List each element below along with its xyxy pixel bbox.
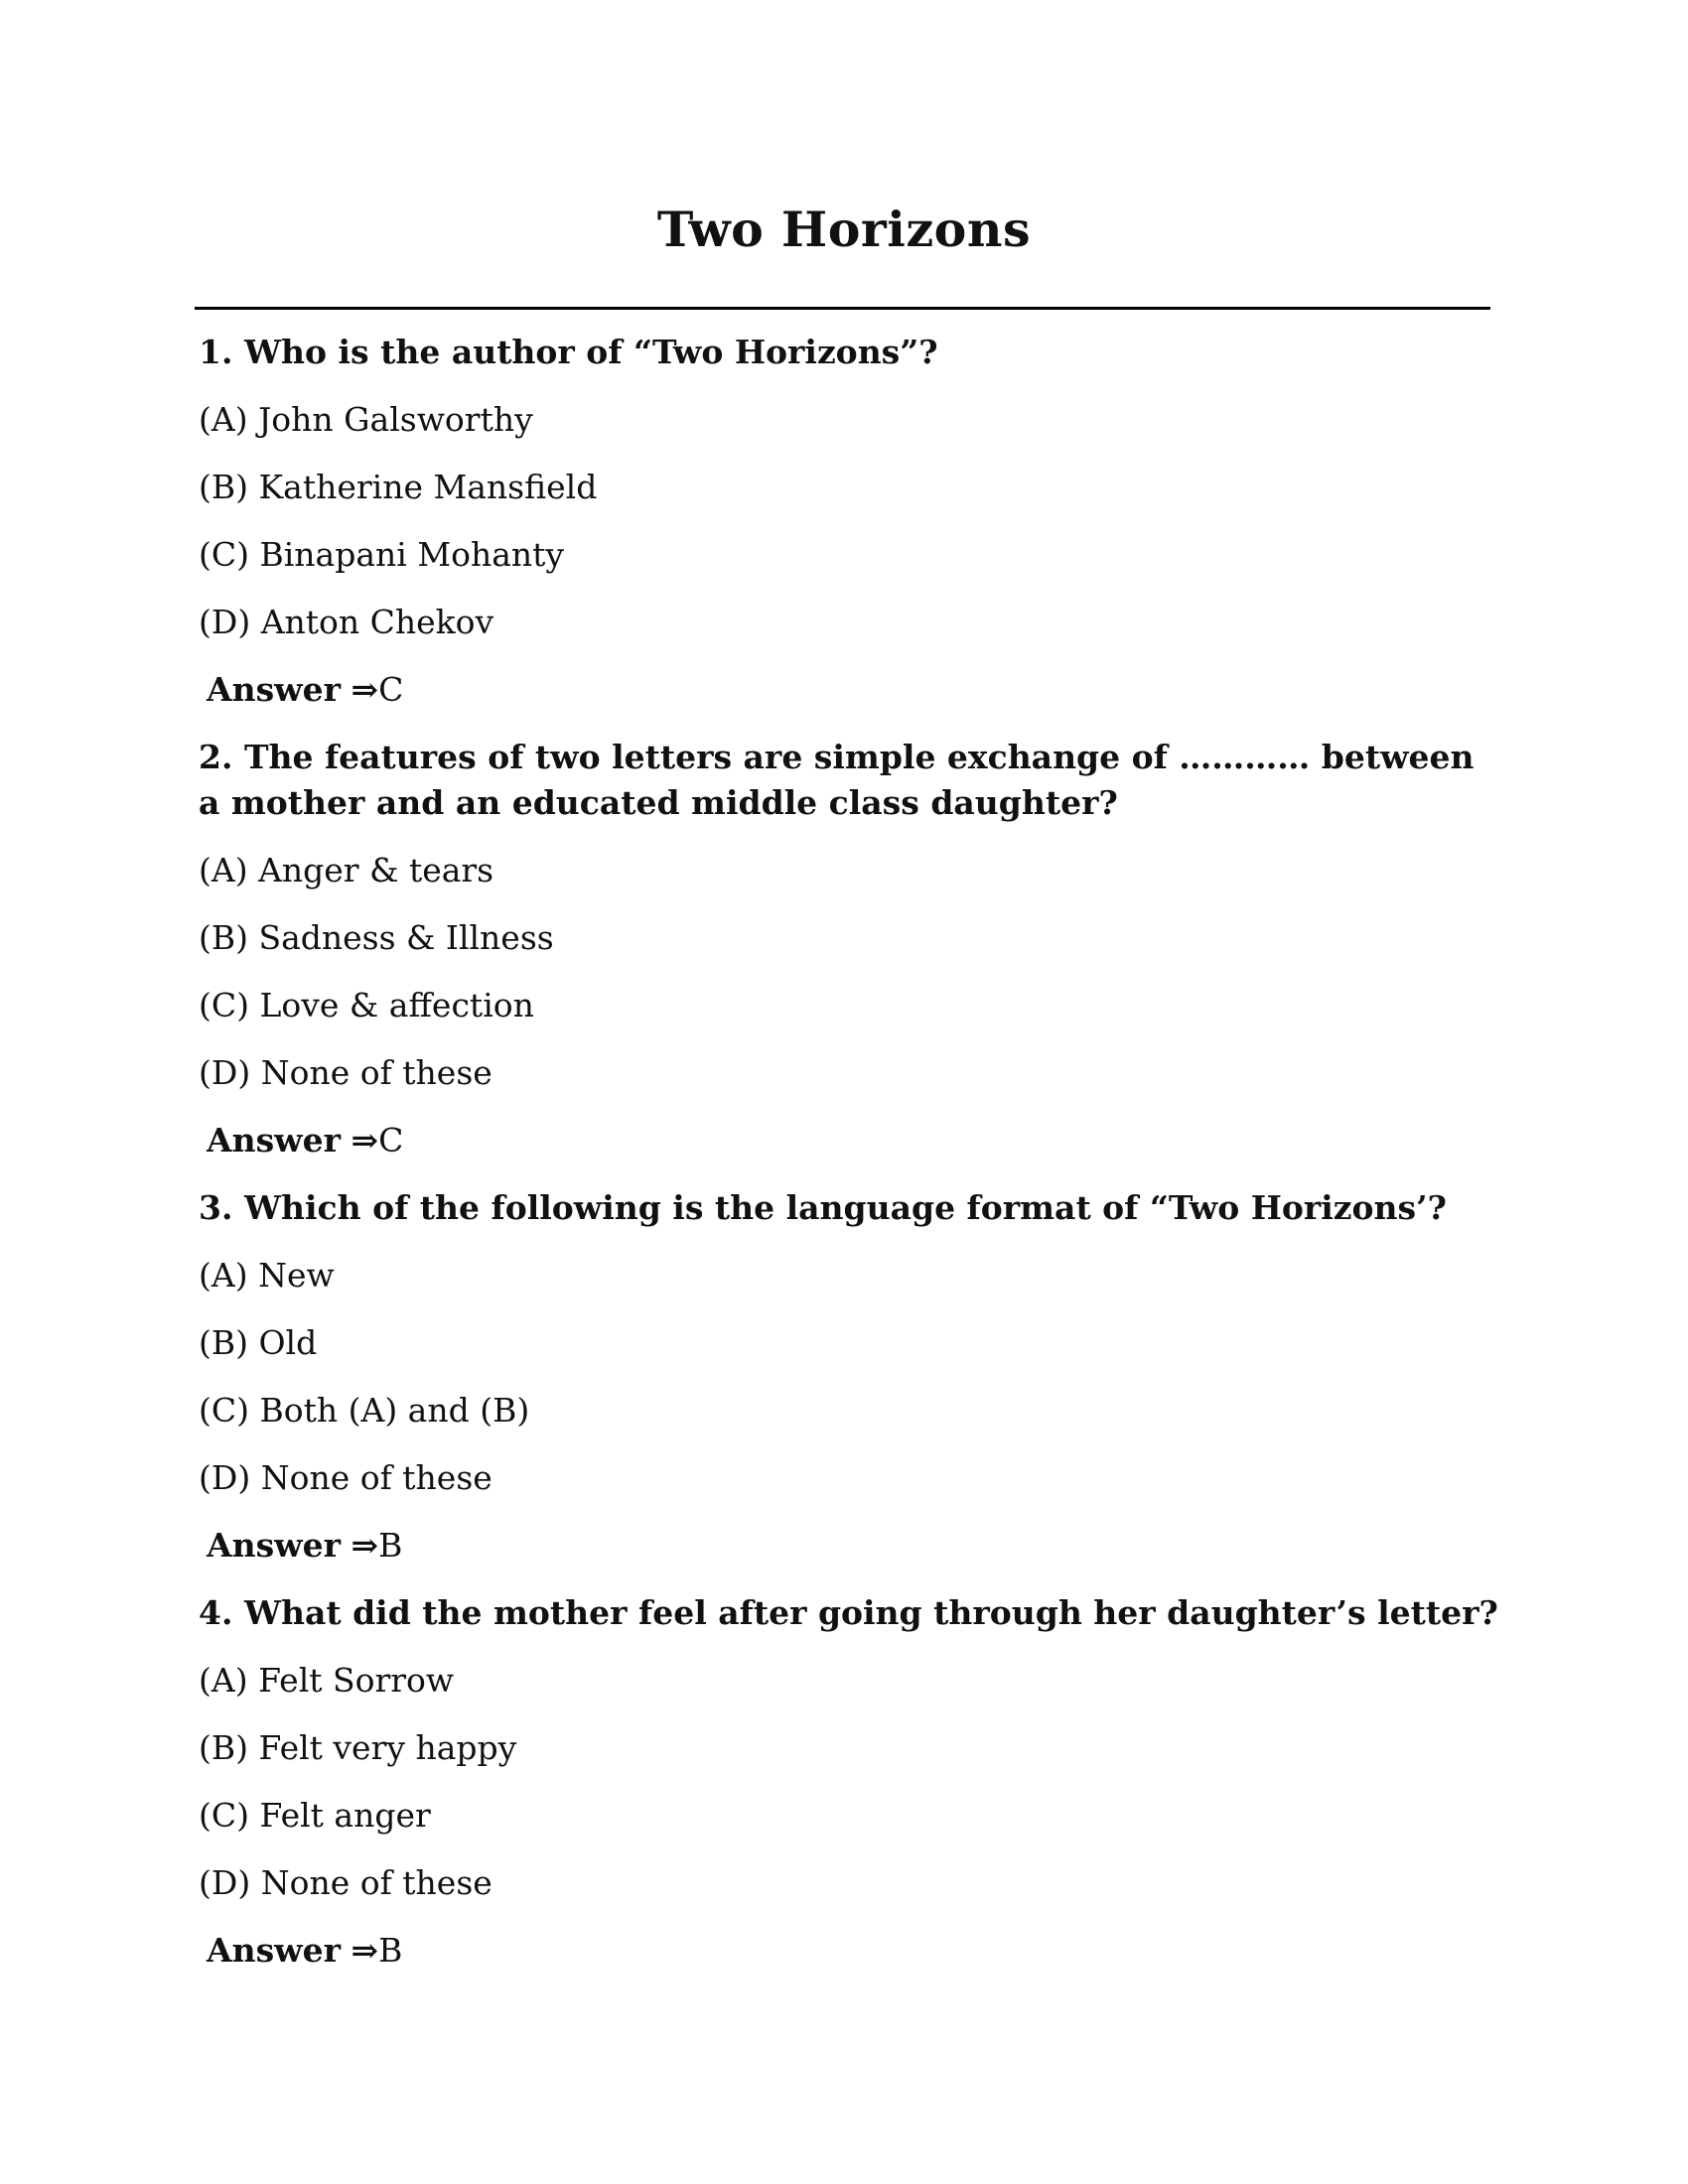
question-list <box>199 330 1499 1995</box>
answer-line <box>207 1118 1499 1163</box>
question-text: 1. Who is the author of “Two Horizons”? <box>199 333 938 371</box>
answer-value: C <box>378 670 404 709</box>
option-c: (C) Felt anger <box>199 1796 431 1835</box>
option-a: (A) Felt Sorrow <box>199 1661 455 1700</box>
option-b: (B) Old <box>199 1323 318 1362</box>
question-text: 3. Which of the following is the language format of “Two Horizons’? <box>199 1188 1447 1227</box>
question-text: 4. What did the mother feel after going through her daughter’s letter? <box>199 1593 1498 1632</box>
option-d: (D) None of these <box>199 1863 492 1902</box>
answer-label: Answer <box>207 1931 341 1970</box>
title-divider <box>195 307 1490 310</box>
answer-value: B <box>378 1931 403 1970</box>
answer-arrow-icon: ⇒ <box>351 1931 379 1970</box>
answer-arrow-icon: ⇒ <box>351 1526 379 1565</box>
option-d: (D) None of these <box>199 1458 492 1497</box>
answer-arrow-icon: ⇒ <box>351 670 379 709</box>
option-b: (B) Felt very happy <box>199 1728 517 1767</box>
question-block-2 <box>199 735 1499 1163</box>
option-d: (D) Anton Chekov <box>199 603 494 641</box>
answer-line <box>207 667 1499 713</box>
page-title: Two Horizons <box>656 201 1032 258</box>
answer-line <box>207 1928 1499 1974</box>
option-b: (B) Katherine Mansfield <box>199 468 598 506</box>
option-c: (C) Love & affection <box>199 986 534 1024</box>
answer-label: Answer <box>207 670 341 709</box>
option-a: (A) John Galsworthy <box>199 400 533 439</box>
answer-arrow-icon: ⇒ <box>351 1121 379 1160</box>
option-a: (A) New <box>199 1256 335 1295</box>
answer-value: C <box>378 1121 404 1160</box>
option-c: (C) Both (A) and (B) <box>199 1391 530 1430</box>
option-b: (B) Sadness & Illness <box>199 918 554 957</box>
question-text: 2. The features of two letters are simple exchange of ………… between a mother and an educated middle class daughter? <box>199 738 1475 822</box>
question-block-3 <box>199 1185 1499 1569</box>
option-a: (A) Anger & tears <box>199 851 494 889</box>
option-c: (C) Binapani Mohanty <box>199 535 565 574</box>
answer-value: B <box>378 1526 403 1565</box>
option-d: (D) None of these <box>199 1053 492 1092</box>
answer-line <box>207 1523 1499 1569</box>
answer-label: Answer <box>207 1121 341 1160</box>
question-block-1 <box>199 330 1499 713</box>
answer-label: Answer <box>207 1526 341 1565</box>
question-block-4 <box>199 1590 1499 1974</box>
